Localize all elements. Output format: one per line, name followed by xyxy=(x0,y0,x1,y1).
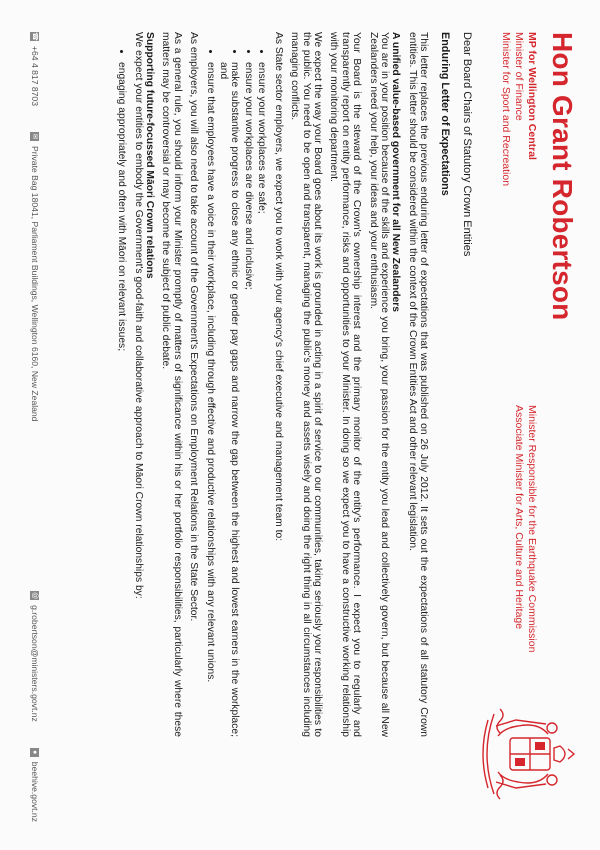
website: beehive.govt.nz xyxy=(30,761,40,822)
email-address: g.robertson@ministers.govt.nz xyxy=(30,605,40,722)
minister-name: Hon Grant Robertson xyxy=(547,32,578,321)
paragraph-inform-minister: As a general rule, you should inform your Minister promptly of matters of significance within his or her portfolio responsibilities, particularly where these matters may be controversial or may become the subject of public debate. xyxy=(160,32,183,737)
salutation: Dear Board Chairs of Statutory Crown Entities xyxy=(461,32,473,257)
phone-icon: ☎ xyxy=(31,32,39,41)
mail-icon: ✉ xyxy=(31,133,39,140)
list-item: • engaging appropriately and often with Māori on relevant issues; xyxy=(116,62,127,737)
list-item: • make substantive progress to close any ethnic or gender pay gaps and narrow the gap between the highest and lowest earners in the workplace; and xyxy=(218,62,241,737)
employer-expectations-list xyxy=(204,32,267,737)
right-roles-block xyxy=(512,405,538,652)
coat-of-arms-logo xyxy=(472,694,582,814)
left-roles-block xyxy=(499,32,538,186)
role-finance: Minister of Finance xyxy=(513,32,525,121)
list-item: • ensure your workplaces are safe; xyxy=(256,62,267,737)
footer-website xyxy=(30,748,40,822)
role-eqc: Minister Responsible for the Earthquake Commission xyxy=(526,405,538,653)
email-icon: @ xyxy=(31,592,39,600)
phone-number: +64 4 817 8703 xyxy=(30,46,40,106)
globe-icon: ● xyxy=(31,748,40,757)
paragraph-maori-crown: We expect your entities to embody the Government's good-faith and collaborative approach to Māori Crown relationships by: xyxy=(132,32,144,599)
section-heading-unified-government: A unified value-based government for all New Zealanders xyxy=(390,32,402,312)
paragraph-position: You are in your position because of the skills and experience you bring, your passion for the entity you lead and collectively govern, but because all New Zealanders need your help, your ideas and your enthusiasm. xyxy=(367,32,390,737)
maori-crown-list xyxy=(116,32,127,737)
list-item: • ensure your workplaces are diverse and inclusive; xyxy=(243,62,254,737)
paragraph-steward: Your Board is the steward of the Crown's ownership interest and the primary monitor of the entity's performance. I expect you to regularly and transparently report on entity performance, risks and opportunities to your Minister. In doing so we expect you to have a constructive working relationship with your monitoring department. xyxy=(328,32,363,737)
section-heading-maori-crown: Supporting future-focussed Māori Crown relations xyxy=(144,32,156,279)
postal-address: Private Bag 18041, Parliament Buildings, Wellington 6160, New Zealand xyxy=(30,145,40,422)
paragraph-employment-relations: As employers, you will also need to take account of the Government's Expectations on Employment Relations in the State Sector. xyxy=(188,32,200,622)
role-arts: Associate Minister for Arts, Culture and Heritage xyxy=(513,405,525,630)
footer-email xyxy=(30,591,40,722)
list-item: • ensure that employees have a voice in their workplace, including through effective and productive relationships with any relevant unions. xyxy=(204,62,215,737)
footer-address xyxy=(30,132,40,421)
paragraph-spirit-of-service: We expect the way your Board goes about its work is grounded in acting in a spirit of service to our communities, taking seriously your responsibilities to the public. You need to be open and transparent, managing the public's money and assets wisely and doing the right thing in all circumstances including managing conflicts. xyxy=(289,32,323,737)
intro-paragraph: This letter replaces the previous enduring letter of expectations that was published on 26 July 2012. It sets out the expectations of all statutory Crown entities. This letter should be considered within the context of the Crown Entities Act and other relevant legislation. xyxy=(406,32,430,737)
letter-body xyxy=(111,32,472,737)
mp-line: MP for Wellington Central xyxy=(526,32,538,160)
paragraph-employers: As State sector employers, we expect you to work with your agency's chief executive and management team to: xyxy=(272,32,284,542)
letter-title: Enduring Letter of Expectations xyxy=(438,32,451,196)
role-sport: Minister for Sport and Recreation xyxy=(500,32,512,187)
footer-phone xyxy=(30,32,40,106)
letter-footer xyxy=(30,32,40,822)
